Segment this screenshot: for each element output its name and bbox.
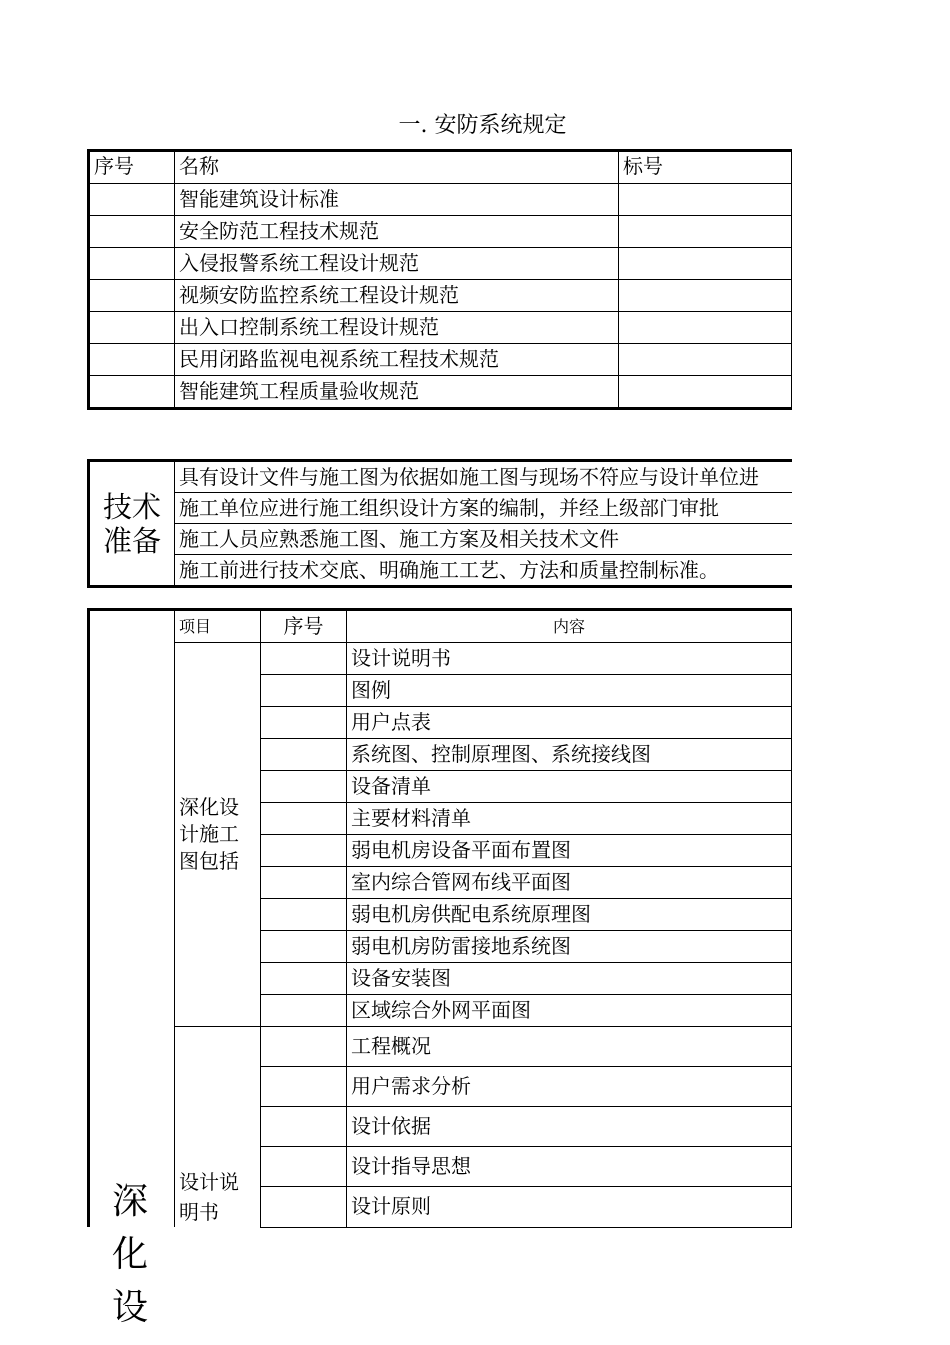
table-row	[89, 344, 792, 376]
row-code	[619, 344, 792, 376]
table-row	[89, 524, 792, 555]
standards-table	[87, 149, 792, 410]
row-num	[261, 835, 347, 867]
tech-prep-label	[89, 461, 175, 587]
row-name: 安全防范工程技术规范	[175, 216, 619, 248]
table-row	[89, 184, 792, 216]
row-num	[89, 280, 175, 312]
row-name: 民用闭路监视电视系统工程技术规范	[175, 344, 619, 376]
tech-prep-label-text: 技术 准备	[102, 489, 161, 558]
tech-prep-item: 施工单位应进行施工组织设计方案的编制，并经上级部门审批	[175, 493, 792, 524]
header-content: 内容	[347, 610, 792, 643]
row-code	[619, 184, 792, 216]
row-num	[261, 1067, 347, 1107]
row-num	[261, 899, 347, 931]
row-code	[619, 216, 792, 248]
deepening-side-cell	[89, 610, 175, 1228]
row-content: 弱电机房供配电系统原理图	[347, 899, 792, 931]
row-num	[89, 344, 175, 376]
table-row	[89, 248, 792, 280]
row-num	[89, 248, 175, 280]
row-code	[619, 312, 792, 344]
row-num	[261, 675, 347, 707]
row-content: 设备安装图	[347, 963, 792, 995]
row-num	[261, 707, 347, 739]
row-num	[89, 184, 175, 216]
row-content: 设备清单	[347, 771, 792, 803]
row-code	[619, 248, 792, 280]
row-content: 区域综合外网平面图	[347, 995, 792, 1027]
table-row	[89, 555, 792, 587]
table-row	[89, 216, 792, 248]
row-num	[261, 771, 347, 803]
group-label-drawings: 深化设计施工图包括	[175, 643, 261, 1027]
tech-prep-item: 施工人员应熟悉施工图、施工方案及相关技术文件	[175, 524, 792, 555]
row-name: 智能建筑设计标准	[175, 184, 619, 216]
table-row	[89, 312, 792, 344]
row-content: 弱电机房设备平面布置图	[347, 835, 792, 867]
row-num	[89, 216, 175, 248]
row-content: 工程概况	[347, 1027, 792, 1067]
row-num	[261, 803, 347, 835]
row-name: 出入口控制系统工程设计规范	[175, 312, 619, 344]
row-content: 弱电机房防雷接地系统图	[347, 931, 792, 963]
header-code: 标号	[619, 151, 792, 184]
deepening-table	[87, 608, 792, 1228]
table-row	[89, 280, 792, 312]
tech-prep-table	[87, 459, 792, 588]
row-num	[261, 643, 347, 675]
row-code	[619, 376, 792, 409]
page-title: 一. 安防系统规定	[398, 113, 567, 138]
row-num	[261, 1107, 347, 1147]
table-row	[89, 1027, 792, 1067]
row-num	[261, 995, 347, 1027]
row-content: 设计原则	[347, 1187, 792, 1227]
row-content: 设计依据	[347, 1107, 792, 1147]
header-num: 序号	[89, 151, 175, 184]
header-name: 名称	[175, 151, 619, 184]
row-content: 图例	[347, 675, 792, 707]
row-name: 智能建筑工程质量验收规范	[175, 376, 619, 409]
table-header-row	[89, 610, 792, 643]
header-num: 序号	[261, 610, 347, 643]
tech-prep-item: 具有设计文件与施工图为依据如施工图与现场不符应与设计单位进	[175, 461, 792, 493]
row-num	[261, 1147, 347, 1187]
header-item: 项目	[175, 610, 261, 643]
row-content: 用户点表	[347, 707, 792, 739]
table-row	[89, 461, 792, 493]
row-content: 设计指导思想	[347, 1147, 792, 1187]
row-name: 视频安防监控系统工程设计规范	[175, 280, 619, 312]
table-row	[89, 376, 792, 409]
row-content: 主要材料清单	[347, 803, 792, 835]
group-label-spec: 设计说明书	[175, 1027, 261, 1228]
row-name: 入侵报警系统工程设计规范	[175, 248, 619, 280]
row-content: 设计说明书	[347, 643, 792, 675]
table-row	[89, 643, 792, 675]
row-content: 用户需求分析	[347, 1067, 792, 1107]
row-num	[89, 312, 175, 344]
row-content: 系统图、控制原理图、系统接线图	[347, 739, 792, 771]
row-num	[261, 739, 347, 771]
tech-prep-item: 施工前进行技术交底、明确施工工艺、方法和质量控制标准。	[175, 555, 792, 587]
row-num	[261, 1187, 347, 1227]
row-num	[261, 931, 347, 963]
row-num	[261, 1027, 347, 1067]
row-num	[89, 376, 175, 409]
table-header-row	[89, 151, 792, 184]
deepening-side-label: 深 化 设	[111, 1181, 148, 1328]
row-num	[261, 963, 347, 995]
row-num	[261, 867, 347, 899]
row-content: 室内综合管网布线平面图	[347, 867, 792, 899]
row-code	[619, 280, 792, 312]
table-row	[89, 493, 792, 524]
